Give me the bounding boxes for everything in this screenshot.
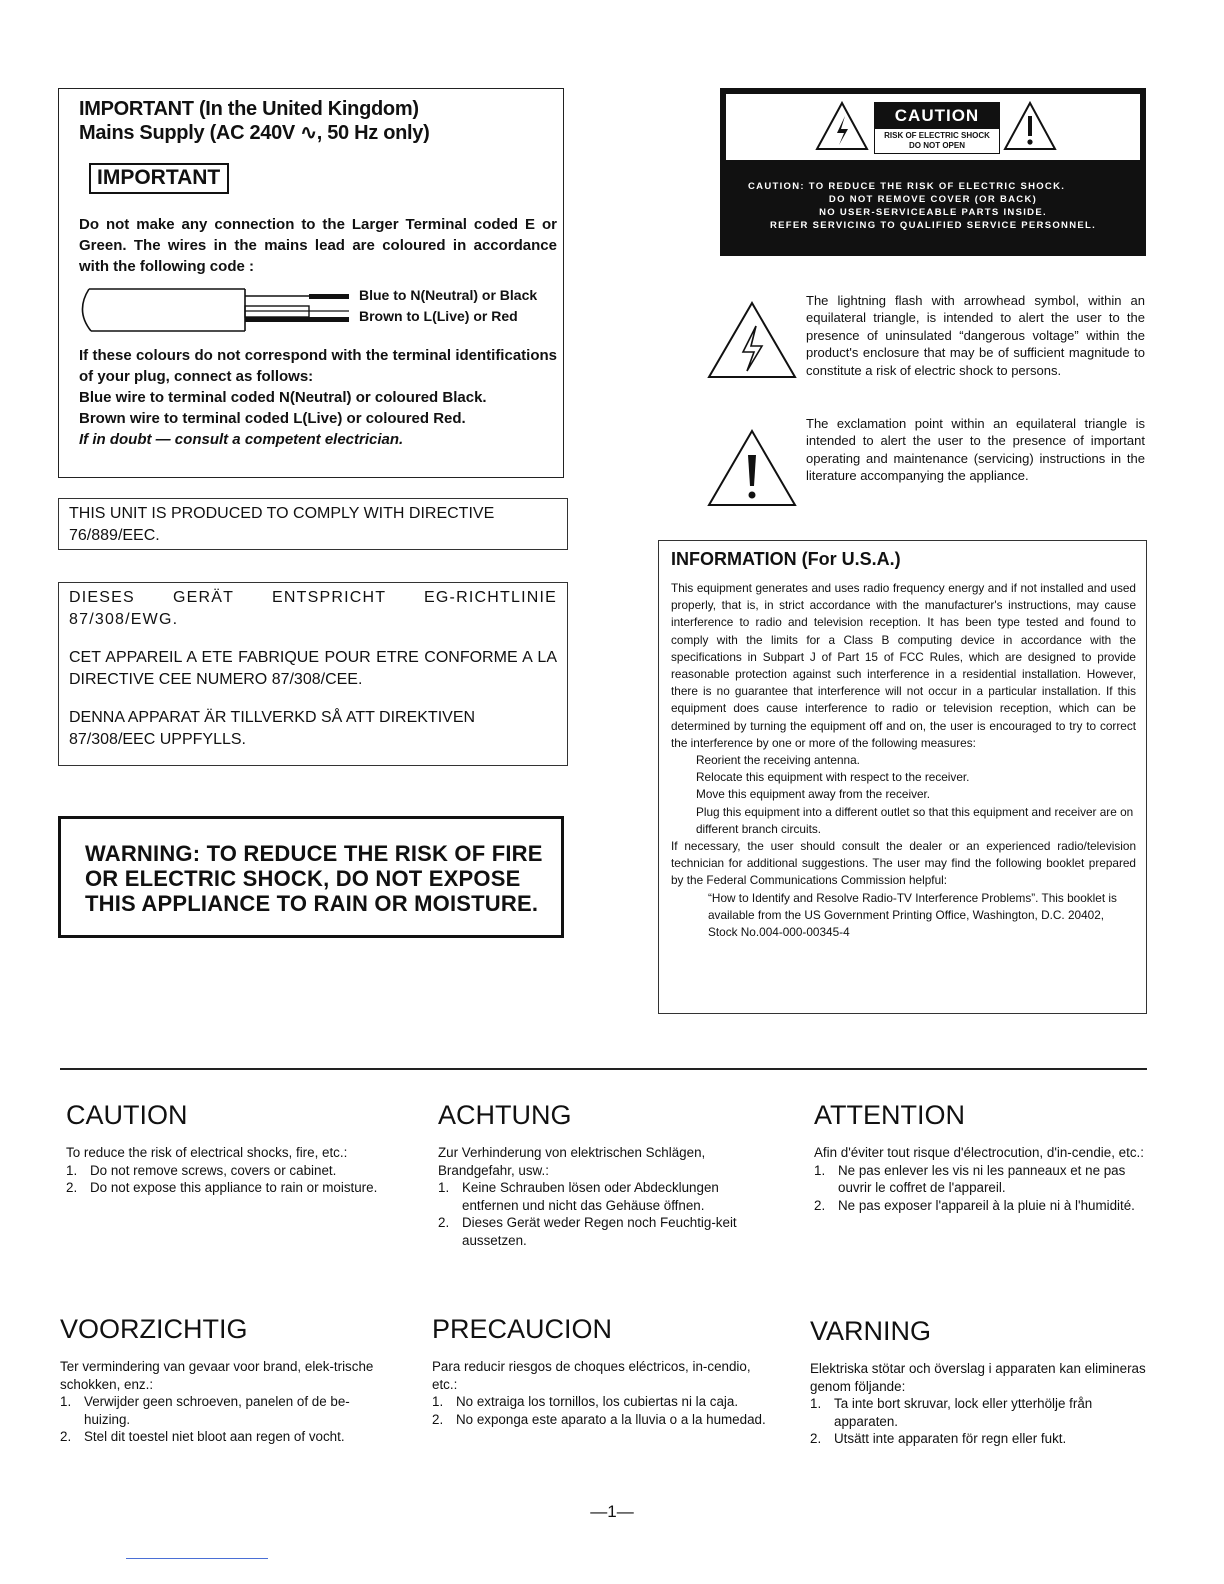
exclamation-triangle-icon	[1002, 100, 1058, 152]
caution-label-title: CAUTION	[875, 103, 999, 129]
brown-wire-label: Brown to L(Live) or Red	[359, 308, 518, 324]
info-measure-3: Move this equipment away from the receiver.	[696, 787, 931, 802]
lang-intro: Elektriska stötar och överslag i apparaten kan elimineras genom följande:	[810, 1361, 1146, 1394]
plug-cable-icon	[79, 287, 359, 337]
info-title: INFORMATION (For U.S.A.)	[671, 549, 901, 569]
caution-small-2: DO NOT OPEN	[908, 141, 965, 150]
list-number: 1.	[60, 1394, 72, 1409]
plug-wire-diagram	[79, 287, 563, 337]
info-paragraph-2: If necessary, the user should consult the dealer or an experienced radio/television technician for additional suggestions. The user may find the following booklet prepared by the Federal Communications Commission helpful:	[671, 839, 1136, 888]
lightning-explanation: The lightning flash with arrowhead symbol, within an equilateral triangle, is intended to alert the user to the presence of uninsulated “dangerous voltage” within the product's enclosure that may be of sufficient magnitude to constitute a risk of electric shock to persons.	[806, 293, 1145, 378]
lang-heading: VOORZICHTIG	[60, 1314, 248, 1344]
directive-76-box	[58, 498, 568, 550]
lang-heading: ACHTUNG	[438, 1100, 572, 1130]
lang-item-2: No exponga este aparato a la lluvia o a la humedad.	[456, 1411, 766, 1427]
directive-sv: DENNA APPARAT ÄR TILLVERKD SÅ ATT DIREKTIVEN 87/308/EEC UPPFYLLS.	[69, 709, 476, 748]
uk-doubt: If in doubt — consult a competent electrician.	[79, 431, 404, 448]
list-number: 2.	[432, 1411, 444, 1427]
lang-block-de	[438, 1100, 770, 1249]
uk-mains-notice	[58, 88, 564, 478]
caution-line-1: CAUTION: TO REDUCE THE RISK OF ELECTRIC SHOCK.	[748, 181, 1066, 192]
list-number: 1.	[438, 1180, 450, 1195]
lang-heading: CAUTION	[66, 1100, 188, 1130]
uk-if-colours: If these colours do not correspond with the terminal identifications of your plug, connect as follows:	[79, 347, 557, 385]
list-number: 2.	[814, 1197, 826, 1213]
blue-wire-label: Blue to N(Neutral) or Black	[359, 287, 538, 303]
directive-87-box	[58, 582, 568, 766]
lang-intro: To reduce the risk of electrical shocks, fire, etc.:	[66, 1145, 348, 1160]
lang-item-2: Stel dit toestel niet bloot aan regen of vocht.	[84, 1429, 345, 1444]
blue-underline	[126, 1558, 268, 1559]
info-paragraph-3: “How to Identify and Resolve Radio-TV Interference Problems”. This booklet is available from the US Government Printing Office, Washington, D.C. 20402, Stock No.004-000-00345-4	[708, 890, 1117, 940]
list-number: 2.	[60, 1429, 72, 1444]
lang-item-2: Utsätt inte apparaten för regn eller fukt.	[834, 1431, 1067, 1446]
caution-small-1: RISK OF ELECTRIC SHOCK	[884, 131, 990, 140]
important-label: IMPORTANT	[89, 163, 229, 194]
lang-heading: ATTENTION	[814, 1100, 965, 1130]
lang-item-1: Keine Schrauben lösen oder Abdecklungen entfernen und nicht das Gehäuse öffnen.	[462, 1180, 719, 1213]
info-measure-4: Plug this equipment into a different outlet so that this equipment and receiver are on different branch circuits.	[696, 804, 1134, 836]
uk-brown-wire: Brown wire to terminal coded L(Live) or coloured Red.	[79, 410, 466, 427]
usa-information-box	[658, 540, 1147, 1014]
section-divider	[60, 1068, 1147, 1070]
caution-label-text	[730, 180, 1136, 232]
caution-line-3: NO USER-SERVICEABLE PARTS INSIDE.	[819, 207, 1047, 218]
exclamation-symbol-icon	[706, 428, 798, 508]
lang-item-2: Ne pas exposer l'appareil à la pluie ni à l'humidité.	[838, 1197, 1135, 1213]
lang-item-2: Do not expose this appliance to rain or moisture.	[90, 1180, 378, 1195]
warning-box	[58, 816, 564, 938]
lang-heading: PRECAUCION	[432, 1314, 613, 1344]
exclamation-explanation: The exclamation point within an equilateral triangle is intended to alert the user to the presence of important operating and maintenance (servicing) instructions in the literature accompanying the appliance.	[806, 416, 1145, 484]
caution-line-4: REFER SERVICING TO QUALIFIED SERVICE PERSONNEL.	[769, 220, 1097, 231]
lang-intro: Para reducir riesgos de choques eléctricos, in-cendio, etc.:	[432, 1359, 751, 1392]
list-number: 2.	[66, 1180, 78, 1195]
warning-text: WARNING: TO REDUCE THE RISK OF FIRE OR ELECTRIC SHOCK, DO NOT EXPOSE THIS APPLIANCE TO RAIN OR MOISTURE.	[85, 841, 543, 916]
info-measure-2: Relocate this equipment with respect to the receiver.	[696, 770, 970, 785]
directive-fr: CET APPAREIL A ETE FABRIQUE POUR ETRE CONFORME A LA DIRECTIVE CEE NUMERO 87/308/CEE.	[69, 649, 557, 688]
lang-heading: VARNING	[810, 1316, 932, 1346]
uk-blue-wire: Blue wire to terminal coded N(Neutral) or coloured Black.	[79, 389, 487, 406]
lang-block-es	[432, 1314, 766, 1428]
page-number: —1—	[590, 1502, 634, 1521]
list-number: 1.	[810, 1396, 822, 1411]
list-number: 2.	[810, 1431, 822, 1446]
caution-center-plate	[874, 102, 1000, 154]
uk-body-text: Do not make any connection to the Larger Terminal coded E or Green. The wires in the mains lead are coloured in accordance with the following code :	[79, 216, 557, 275]
lang-item-1: Ta inte bort skruvar, lock eller ytterhölje från apparaten.	[834, 1396, 1093, 1429]
lang-item-1: Verwijder geen schroeven, panelen of de be-huizing.	[84, 1394, 350, 1427]
lang-item-2: Dieses Gerät weder Regen noch Feuchtig-keit aussetzen.	[462, 1215, 737, 1248]
info-paragraph-1: This equipment generates and uses radio frequency energy and if not installed and used properly, that is, in strict accordance with the manufacturer's instructions, may cause interference to radio and television reception. It has been type tested and found to comply with the limits for a Class B computing device in accordance with the specifications in Subpart J of Part 15 of FCC Rules, which are designed to provide reasonable protection against such interference in a residential installation. However, there is no guarantee that interference will not occur in a particular installation. If this equipment does cause interference to radio or television reception, which can be determined by turning the equipment off and on, the user is encouraged to try to correct the interference by one or more of the following measures:	[671, 581, 1136, 750]
lightning-symbol-icon	[706, 300, 798, 380]
caution-label	[720, 88, 1146, 256]
list-number: 1.	[432, 1394, 444, 1409]
info-measure-1: Reorient the receiving antenna.	[696, 753, 860, 768]
list-number: 2.	[438, 1215, 450, 1230]
list-number: 1.	[66, 1162, 78, 1178]
uk-title-line1: IMPORTANT (In the United Kingdom)	[79, 98, 419, 120]
directive-de: DIESES GERÄT ENTSPRICHT EG-RICHTLINIE 87/308/EWG.	[69, 589, 557, 628]
lang-intro: Ter vermindering van gevaar voor brand, elek-trische schokken, enz.:	[60, 1359, 374, 1392]
lang-block-nl	[60, 1314, 394, 1446]
lang-item-1: Do not remove screws, covers or cabinet.	[90, 1162, 337, 1178]
lang-item-1: Ne pas enlever les vis ni les panneaux et ne pas ouvrir le coffret de l'appareil.	[838, 1162, 1126, 1195]
lightning-triangle-icon	[814, 100, 870, 152]
uk-title-line2: Mains Supply (AC 240V ∿, 50 Hz only)	[79, 122, 430, 144]
caution-line-2: DO NOT REMOVE COVER (OR BACK)	[828, 194, 1038, 205]
list-number: 1.	[814, 1162, 826, 1178]
lang-intro: Afin d'éviter tout risque d'électrocution, d'in-cendie, etc.:	[814, 1145, 1144, 1160]
directive-76-text: THIS UNIT IS PRODUCED TO COMPLY WITH DIRECTIVE 76/889/EEC.	[69, 505, 495, 544]
lang-block-fr	[814, 1100, 1146, 1214]
lang-block-sv	[810, 1316, 1146, 1448]
lang-block-en	[66, 1100, 396, 1197]
lang-item-1: No extraiga los tornillos, los cubiertas ni la caja.	[456, 1394, 739, 1409]
lang-intro: Zur Verhinderung von elektrischen Schlägen, Brandgefahr, usw.:	[438, 1145, 706, 1178]
